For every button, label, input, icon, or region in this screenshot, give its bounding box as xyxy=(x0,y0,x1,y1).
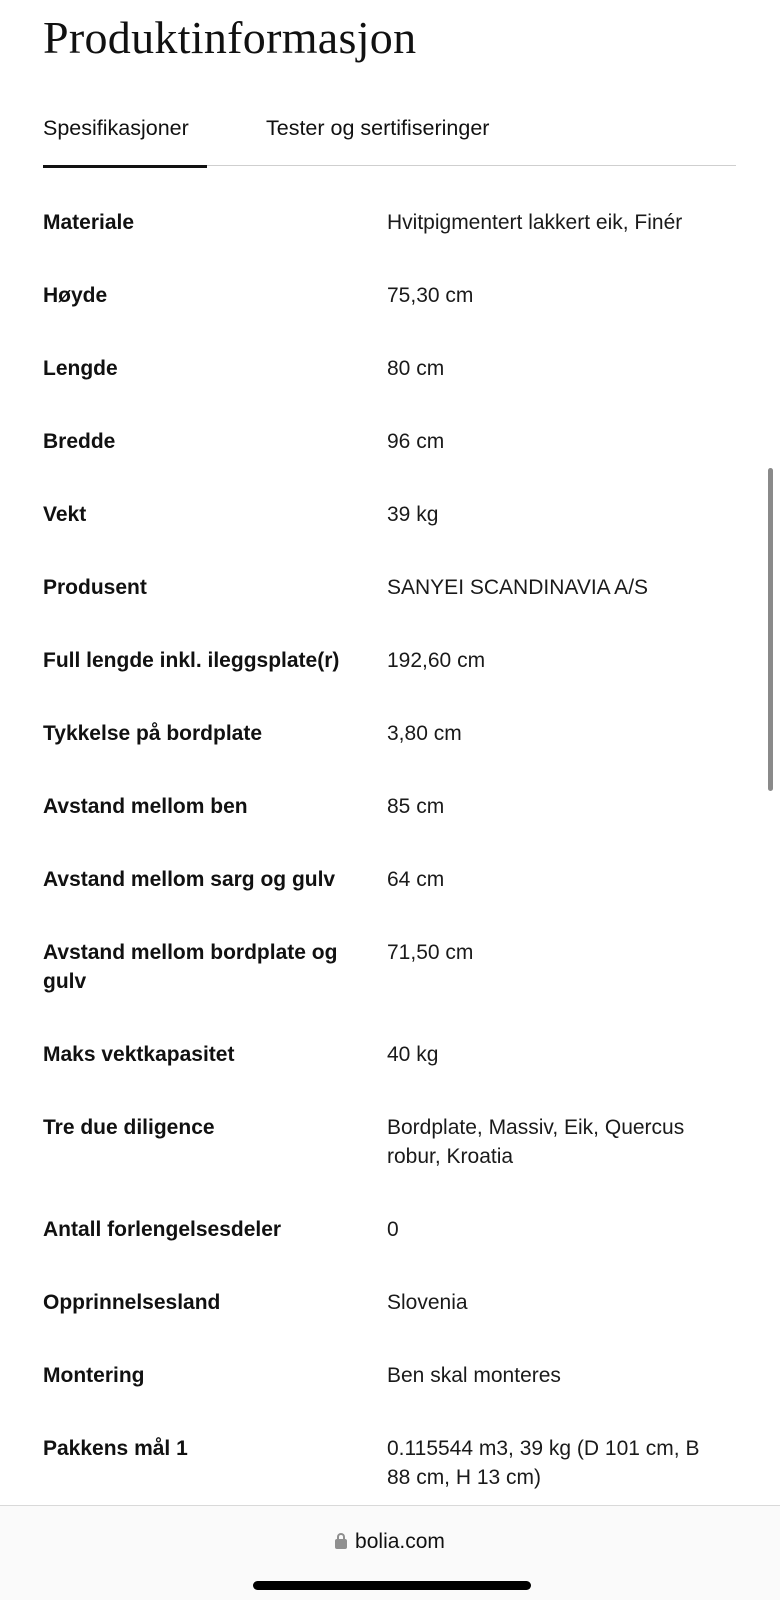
spec-row-produsent xyxy=(43,573,736,646)
spec-label: Lengde xyxy=(43,357,118,380)
spec-label: Montering xyxy=(43,1364,145,1387)
spec-row-tre-due-diligence xyxy=(43,1113,736,1215)
spec-row-montering xyxy=(43,1361,736,1434)
lock-icon xyxy=(335,1533,347,1549)
spec-row-hoyde xyxy=(43,281,736,354)
tab-tester-og-sertifiseringer[interactable]: Tester og sertifiseringer xyxy=(266,116,490,140)
spec-value: Bordplate, Massiv, Eik, Quercus robur, Kroatia xyxy=(387,1116,685,1168)
spec-row-bredde xyxy=(43,427,736,500)
spec-label: Avstand mellom ben xyxy=(43,795,248,818)
spec-value: 96 cm xyxy=(387,430,445,453)
spec-row-avstand-ben xyxy=(43,792,736,865)
spec-value: 39 kg xyxy=(387,503,439,526)
spec-value: 192,60 cm xyxy=(387,649,486,672)
spec-value: Slovenia xyxy=(387,1291,468,1314)
spec-value: 0 xyxy=(387,1218,399,1241)
spec-value: Ben skal monteres xyxy=(387,1364,561,1387)
spec-row-avstand-bordplate xyxy=(43,938,736,1040)
spec-row-full-lengde xyxy=(43,646,736,719)
spec-label: Materiale xyxy=(43,211,135,234)
spec-label: Tre due diligence xyxy=(43,1116,215,1139)
spec-row-materiale xyxy=(43,208,736,281)
home-indicator[interactable] xyxy=(253,1581,531,1590)
spec-value: 64 cm xyxy=(387,868,445,891)
spec-row-lengde xyxy=(43,354,736,427)
spec-list xyxy=(43,208,736,1536)
page-title: Produktinformasjon xyxy=(43,12,417,63)
url-text: bolia.com xyxy=(355,1530,445,1553)
spec-row-antall-forlengelsesdeler xyxy=(43,1215,736,1288)
tab-bar xyxy=(43,112,736,166)
spec-label: Høyde xyxy=(43,284,108,307)
spec-row-maks-vektkapasitet xyxy=(43,1040,736,1113)
spec-label: Tykkelse på bordplate xyxy=(43,722,263,745)
spec-value: 40 kg xyxy=(387,1043,439,1066)
vertical-scrollbar[interactable] xyxy=(768,468,773,791)
spec-value: 75,30 cm xyxy=(387,284,474,307)
spec-row-vekt xyxy=(43,500,736,573)
spec-value: 0.115544 m3, 39 kg (D 101 cm, B 88 cm, H 13 cm) xyxy=(387,1437,700,1489)
spec-label: Vekt xyxy=(43,503,87,526)
spec-label: Avstand mellom bordplate og gulv xyxy=(43,941,338,993)
spec-label: Antall forlengelsesdeler xyxy=(43,1218,282,1241)
spec-value: Hvitpigmentert lakkert eik, Finér xyxy=(387,211,683,234)
spec-row-avstand-sarg xyxy=(43,865,736,938)
browser-address-bar xyxy=(0,1505,780,1600)
spec-value: 71,50 cm xyxy=(387,941,474,964)
spec-label: Pakkens mål 1 xyxy=(43,1437,188,1460)
spec-label: Maks vektkapasitet xyxy=(43,1043,235,1066)
tab-spesifikasjoner[interactable]: Spesifikasjoner xyxy=(43,112,207,166)
spec-value: 80 cm xyxy=(387,357,445,380)
spec-value: 3,80 cm xyxy=(387,722,462,745)
spec-value: SANYEI SCANDINAVIA A/S xyxy=(387,576,649,599)
spec-label: Bredde xyxy=(43,430,116,453)
spec-row-tykkelse xyxy=(43,719,736,792)
spec-label: Opprinnelsesland xyxy=(43,1291,221,1314)
spec-row-opprinnelsesland xyxy=(43,1288,736,1361)
spec-value: 85 cm xyxy=(387,795,445,818)
spec-label: Full lengde inkl. ileggsplate(r) xyxy=(43,649,340,672)
spec-label: Produsent xyxy=(43,576,147,599)
spec-label: Avstand mellom sarg og gulv xyxy=(43,868,336,891)
url-field[interactable] xyxy=(0,1528,780,1556)
